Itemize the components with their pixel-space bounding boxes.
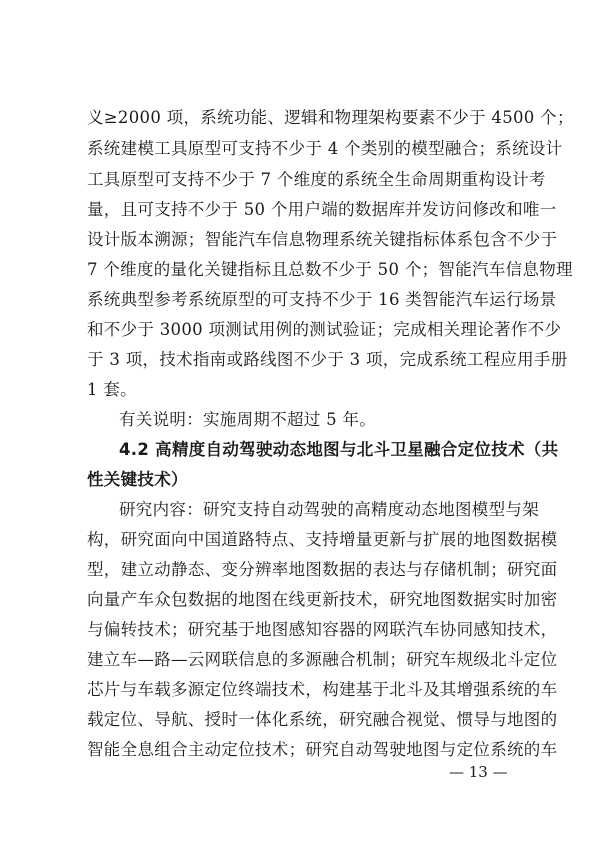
body-text-line: 建立车—路—云网联信息的多源融合机制；研究车规级北斗定位 [87,650,558,669]
body-text-line: 量，且可支持不少于 50 个用户端的数据库并发访问修改和唯一 [87,200,557,219]
notes-line: 有关说明：实施周期不超过 5 年。 [119,410,377,429]
body-text-line: 构，研究面向中国道路特点、支持增量更新与扩展的地图数据模 [87,530,558,549]
body-text-line: 芯片与车载多源定位终端技术，构建基于北斗及其增强系统的车 [87,680,558,699]
body-text-line: 智能全息组合主动定位技术；研究自动驾驶地图与定位系统的车 [87,740,558,759]
body-text-line: 载定位、导航、授时一体化系统，研究融合视觉、惯导与地图的 [87,710,558,729]
body-text-line: 系统典型参考系统原型的可支持不少于 16 类智能汽车运行场景 [87,290,557,309]
body-text-line: 研究内容：研究支持自动驾驶的高精度动态地图模型与架 [119,500,539,519]
body-text-line: 与偏转技术；研究基于地图感知容器的网联汽车协同感知技术， [87,620,558,639]
body-text-line: 于 3 项，技术指南或路线图不少于 3 项，完成系统工程应用手册 [87,350,568,369]
section-heading: 4.2 高精度自动驾驶动态地图与北斗卫星融合定位技术（共 [119,440,559,459]
body-text-line: 义≥2000 项，系统功能、逻辑和物理架构要素不少于 4500 个； [87,108,574,127]
page-number: — 13 — [449,763,508,781]
body-text-line: 7 个维度的量化关键指标且总数不少于 50 个；智能汽车信息物理 [87,260,573,279]
body-text-line: 工具原型可支持不少于 7 个维度的系统全生命周期重构设计考 [87,170,546,189]
body-text-line: 设计版本溯源；智能汽车信息物理系统关键指标体系包含不少于 [87,230,558,249]
body-text-line: 向量产车众包数据的地图在线更新技术，研究地图数据实时加密 [87,590,558,609]
body-text-line: 型，建立动静态、变分辨率地图数据的表达与存储机制；研究面 [87,560,558,579]
section-heading-continued: 性关键技术） [87,470,188,489]
body-text-line: 系统建模工具原型可支持不少于 4 个类别的模型融合；系统设计 [87,139,563,158]
body-text-line: 和不少于 3000 项测试用例的测试验证；完成相关理论著作不少 [87,320,562,339]
body-text-line: 1 套。 [87,380,137,399]
